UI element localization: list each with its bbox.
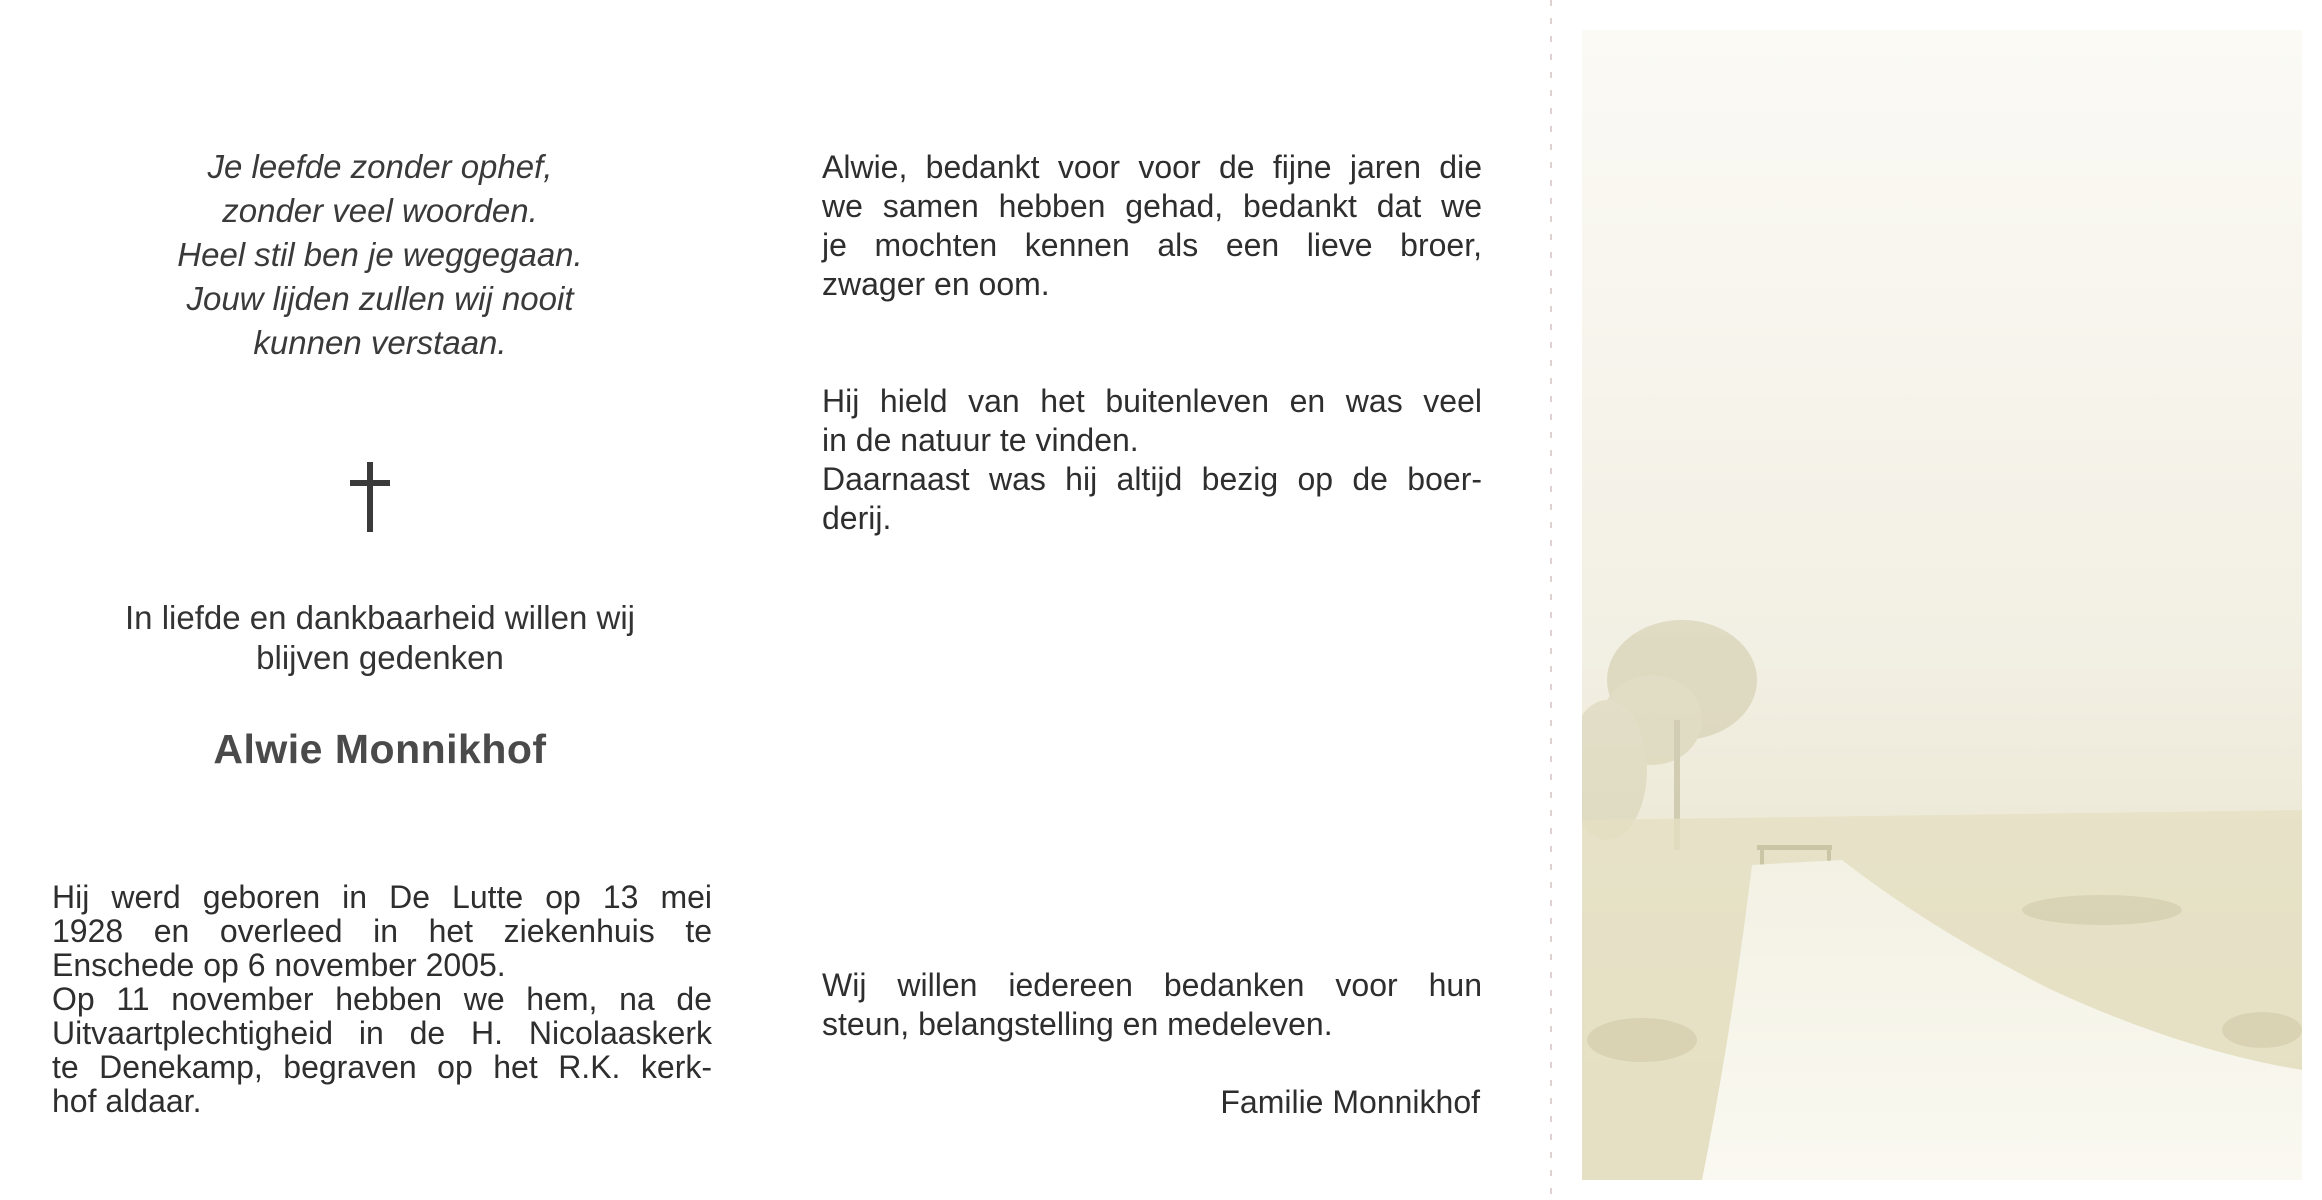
- poem-line: Heel stil ben je weggegaan.: [177, 236, 583, 273]
- text-line: je mochten kennen als een lieve broer,: [822, 227, 1482, 263]
- text-line: we samen hebben gehad, bedankt dat we: [822, 188, 1482, 224]
- bio-line: 1928 en overleed in het ziekenhuis te: [52, 913, 712, 949]
- family-signature: Familie Monnikhof: [1220, 1084, 1480, 1120]
- text-line: in de natuur te vinden.: [822, 422, 1139, 458]
- text-line: Daarnaast was hij altijd bezig op de boer-: [822, 461, 1482, 497]
- bio-line: Enschede op 6 november 2005.: [52, 947, 506, 983]
- text-line: steun, belangstelling en medeleven.: [822, 1006, 1333, 1042]
- thanks-paragraph-2: [822, 382, 1482, 538]
- text-line: Wij willen iedereen bedanken voor hun: [822, 967, 1482, 1003]
- biography: [52, 880, 712, 1118]
- text-line: Hij hield van het buitenleven en was veel: [822, 383, 1482, 419]
- poem-line: Jouw lijden zullen wij nooit: [186, 280, 574, 317]
- poem-line: zonder veel woorden.: [222, 192, 538, 229]
- text-line: Alwie, bedankt voor voor de fijne jaren die: [822, 149, 1482, 185]
- text-line: derij.: [822, 500, 892, 536]
- bio-line: te Denekamp, begraven op het R.K. kerk-: [52, 1049, 712, 1085]
- dedication: [60, 598, 700, 678]
- fold-line: [1550, 0, 1552, 1200]
- bio-line: Uitvaartplechtigheid in de H. Nicolaaskerk: [52, 1015, 712, 1051]
- poem-line: kunnen verstaan.: [253, 324, 507, 361]
- dedication-line: blijven gedenken: [256, 639, 504, 676]
- bio-line: Op 11 november hebben we hem, na de: [52, 981, 712, 1017]
- bio-line: hof aldaar.: [52, 1083, 202, 1119]
- bio-line: Hij werd geboren in De Lutte op 13 mei: [52, 879, 712, 915]
- poem: [130, 145, 630, 365]
- deceased-name: Alwie Monnikhof: [213, 726, 547, 772]
- cross-icon: [340, 462, 400, 532]
- thanks-paragraph-3: [822, 966, 1482, 1044]
- poem-line: Je leefde zonder ophef,: [207, 148, 553, 185]
- thanks-paragraph-1: [822, 148, 1482, 304]
- text-line: zwager en oom.: [822, 266, 1050, 302]
- landscape-photo: [1582, 30, 2302, 1180]
- dedication-line: In liefde en dankbaarheid willen wij: [125, 599, 635, 636]
